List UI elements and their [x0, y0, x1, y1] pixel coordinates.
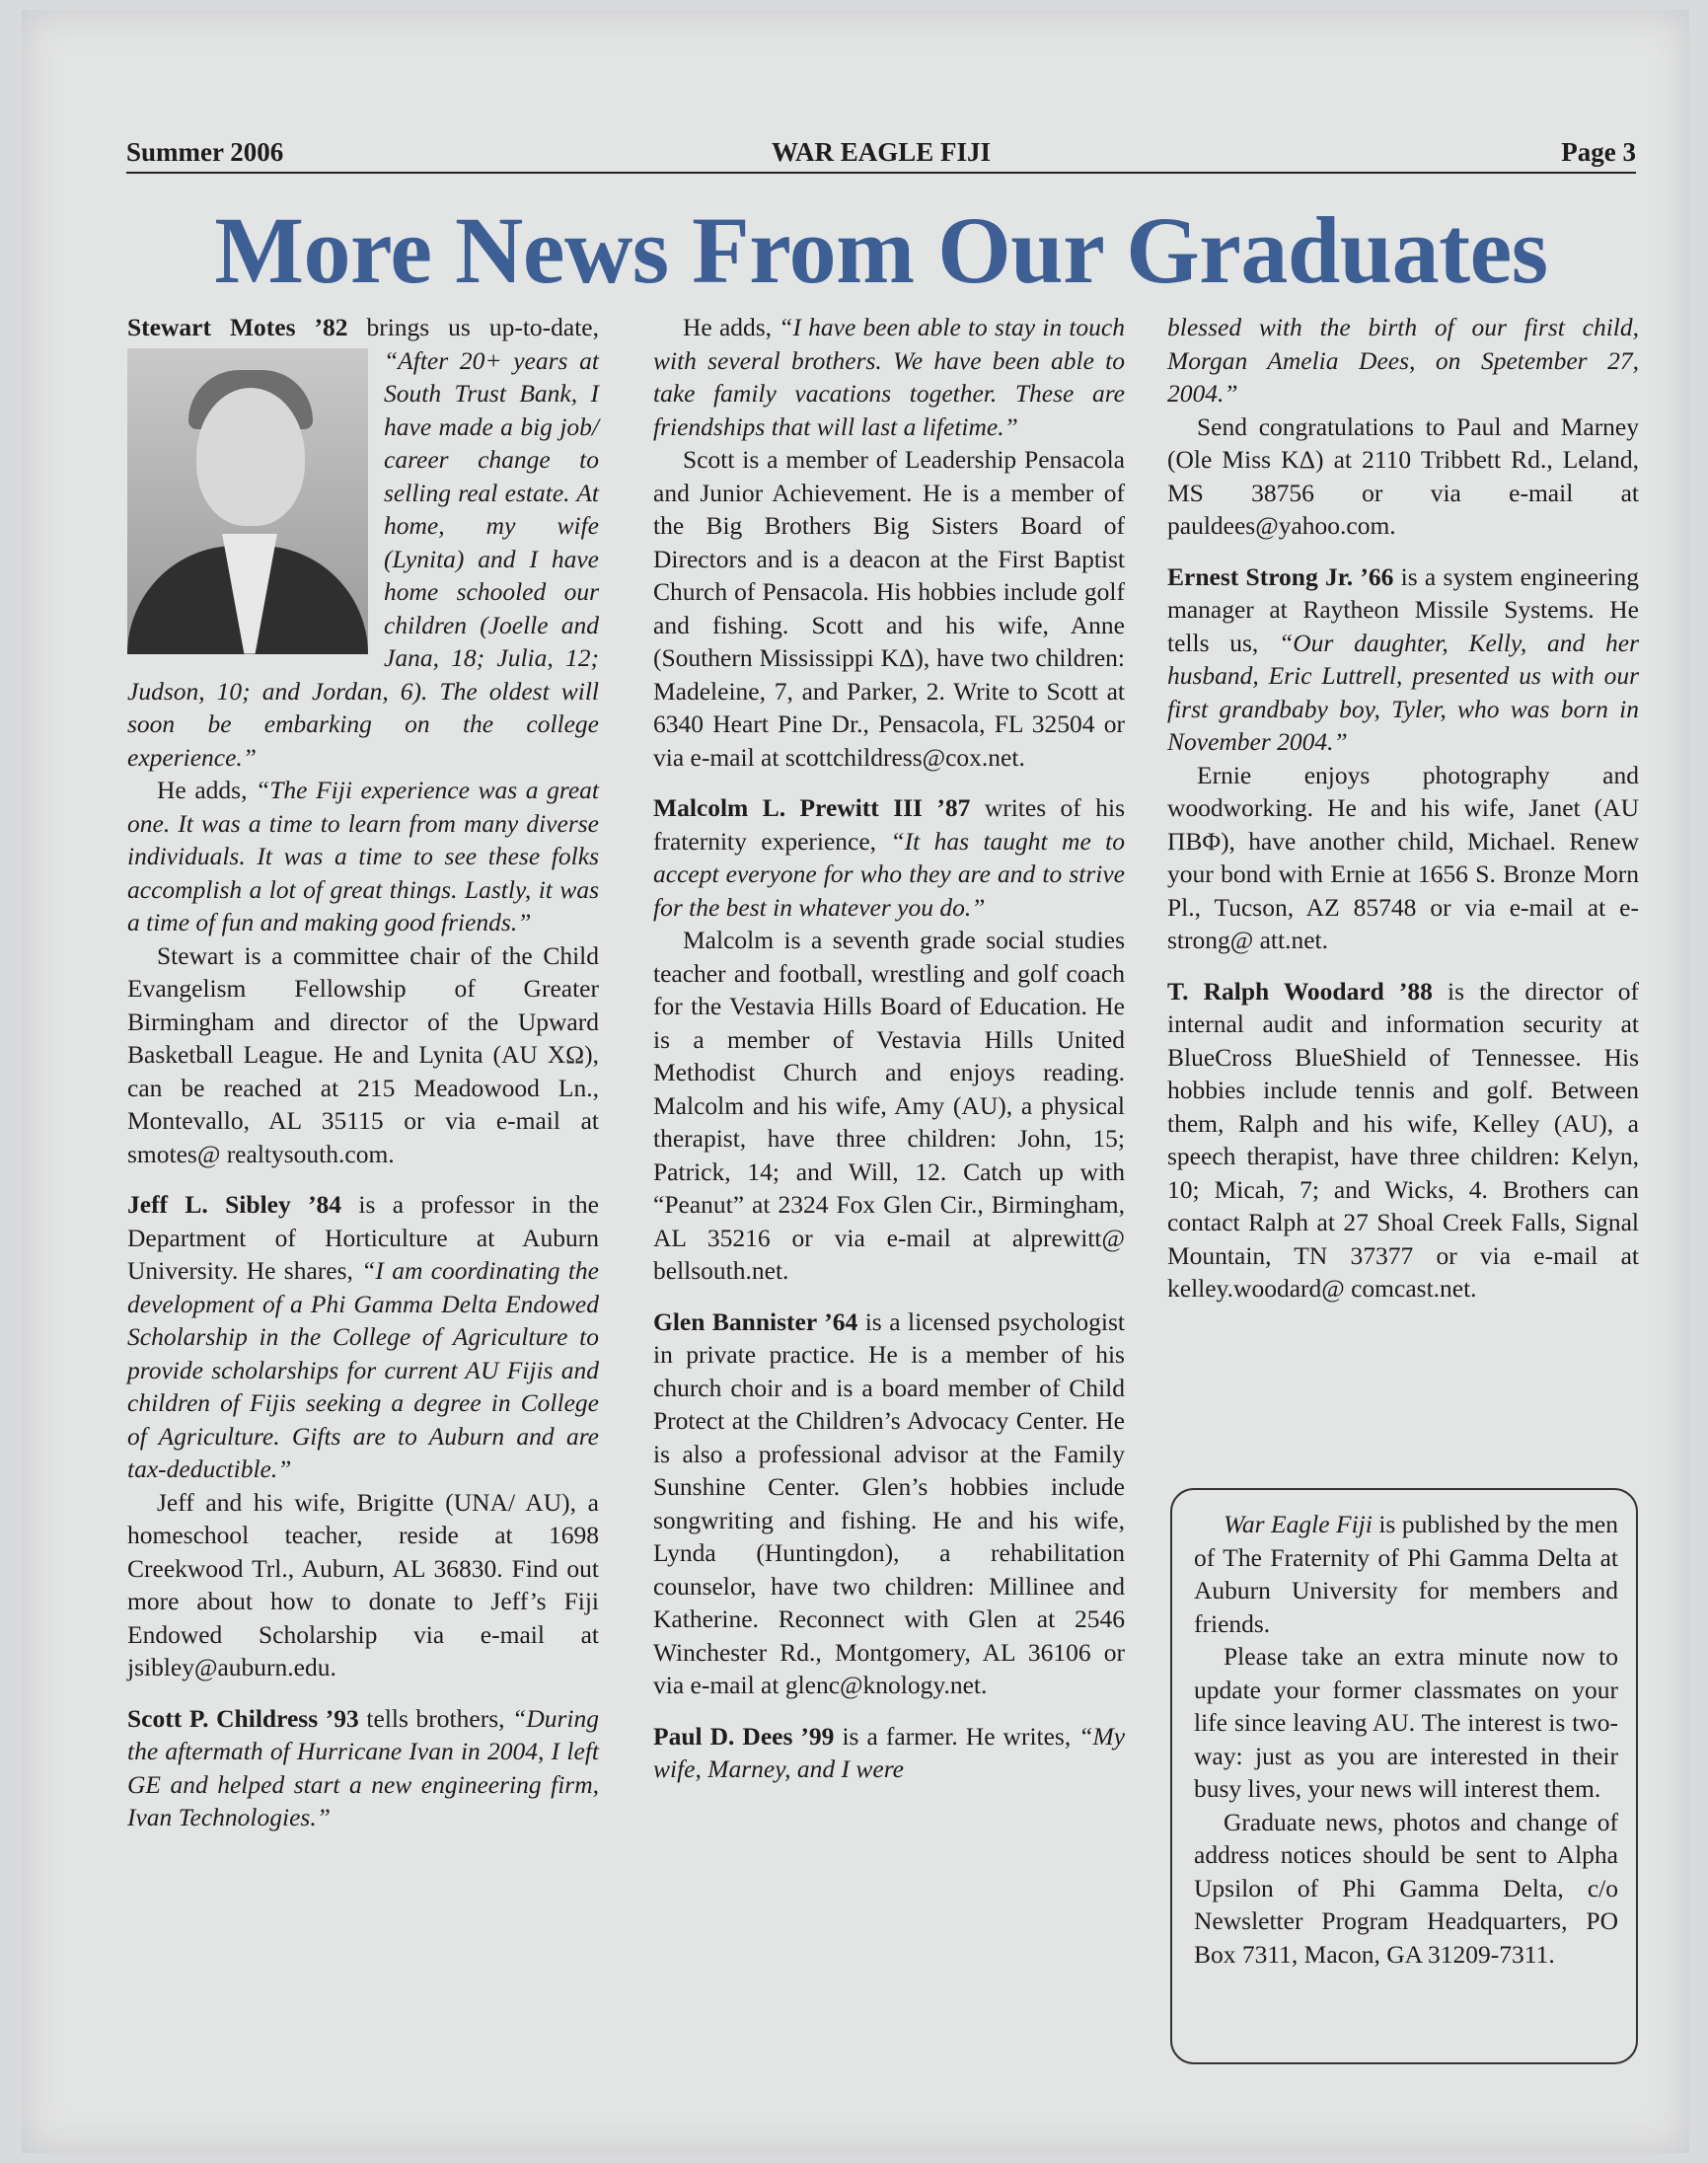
graduate-name: Paul D. Dees ’99	[653, 1721, 835, 1751]
newsletter-page	[22, 10, 1689, 2153]
column-2	[653, 311, 1125, 1786]
childress-paragraph: Scott P. Childress ’93 tells brothers, “During the aftermath of Hurricane Ivan in 2004, I left GE and helped start a new engineering firm, Ivan Technologies.”	[127, 1703, 600, 1831]
childress-bio: Scott is a member of Leadership Pensacola and Junior Achievement. He is a member of the Big Brothers Big Sisters Board of Directors and is a deacon at the First Baptist Church of Pensacola. His hobbies include golf and fishing. Scott and his wife, Anne (Southern Mississippi KΔ), have two children: Madeleine, 7, and Parker, 2. Write to Scott at 6340 Heart Pine Dr., Pensacola, FL 32504 or via e-mail at scottchildress@cox.net.	[653, 445, 1125, 772]
column-3	[1167, 311, 1639, 1305]
page-header	[126, 132, 1636, 174]
bannister-paragraph: Glen Bannister ’64 is a licensed psychologist in private practice. He is a member of his church choir and is a board member of Child Protect at the Children’s Advocacy Center. He is also a professional advisor at the Family Sunshine Center. Glen’s hobbies include songwriting and fishing. He and his wife, Lynda (Huntingdon), a rehabilitation counselor, have two children: Millinee and Katherine. Reconnect with Glen at 2546 Winchester Rd., Montgomery, AL 36106 or via e-mail at glenc@knology.net.	[653, 1306, 1126, 1699]
graduate-name: Stewart Motes ’82	[127, 313, 348, 341]
publication-info-box	[1170, 1488, 1638, 2064]
page-title: More News From Our Graduates	[214, 197, 1548, 303]
motes-quote-2: He adds, “The Fiji experience was a great one. It was a time to learn from many diverse individuals. It was a time to see these folks accomplish a lot of great things. Lastly, it was a time of fun and making good friends.”	[127, 776, 599, 936]
motes-paragraph: Stewart Motes ’82 brings us up-to-date, “After 20+ years at South Trust Bank, I have made a big job/ career change to selling real estate. At home, my wife (Lynita) and I have home schooled our children (Joelle and Jana, 18; Julia, 12; Judson, 10; and Jordan, 6). The oldest will soon be embarking on the college experience.”	[127, 313, 599, 772]
publication-name: WAR EAGLE FIJI	[771, 137, 992, 167]
dees-quote-continued: blessed with the birth of our first child, Morgan Amelia Dees, on Spetember 27, 2004.”	[1167, 313, 1639, 408]
graduate-name: Glen Bannister ’64	[653, 1306, 858, 1336]
page-number: Page 3	[1561, 137, 1636, 167]
update-request: Please take an extra minute now to update your former classmates on your life since leaving AU. The interest is two-way: just as you are interested in their busy lives, your news will interest them.	[1194, 1642, 1618, 1803]
graduate-name: Scott P. Childress ’93	[127, 1703, 359, 1733]
prewitt-paragraph: Malcolm L. Prewitt III ’87 writes of his fraternity experience, “It has taught me to accept everyone for who they are and to strive for the best in whatever you do.”	[653, 793, 1125, 922]
dees-bio: Send congratulations to Paul and Marney (Ole Miss KΔ) at 2110 Tribbett Rd., Leland, MS 38756 or via e-mail at pauldees@yahoo.com.	[1167, 411, 1639, 540]
quote: “After 20+ years at South Trust Bank, I have made a big job/ career change to selling real estate. At home, my wife (Lynita) and I have home schooled our children (Joelle and Jana, 18; Julia, 12; Judson, 10; and Jordan, 6). The oldest will soon be embarking on the college experience.”	[127, 345, 599, 772]
dees-paragraph: Paul D. Dees ’99 is a farmer. He writes, “My wife, Marney, and I were	[653, 1721, 1126, 1783]
prewitt-bio: Malcolm is a seventh grade social studies teacher and football, wrestling and golf coach for the Vestavia Hills Board of Education. He is a member of Vestavia Hills United Methodist Church and enjoys reading. Malcolm and his wife, Amy (AU), a physical therapist, have three children: John, 15; Patrick, 14; and Will, 12. Catch up with “Peanut” at 2324 Fox Glen Cir., Birmingham, AL 35216 or via e-mail at alprewitt@ bellsouth.net.	[653, 926, 1125, 1285]
graduate-name: Malcolm L. Prewitt III ’87	[653, 793, 971, 822]
publisher-note: War Eagle Fiji is published by the men of The Fraternity of Phi Gamma Delta at Auburn University for members and friends.	[1194, 1510, 1618, 1638]
strong-paragraph: Ernest Strong Jr. ’66 is a system engineering manager at Raytheon Missile Systems. He tells us, “Our daughter, Kelly, and her husband, Eric Luttrell, presented us with our first grandbaby boy, Tyler, who was born in November 2004.”	[1167, 561, 1640, 756]
sibley-paragraph: Jeff L. Sibley ’84 is a professor in the Department of Horticulture at Auburn University. He shares, “I am coordinating the development of a Phi Gamma Delta Endowed Scholarship in the College of Agriculture to provide scholarships for current AU Fijis and children of Fijis seeking a degree in College of Agriculture. Gifts are to Auburn and are tax-deductible.”	[127, 1190, 599, 1483]
mailing-address: Graduate news, photos and change of address notices should be sent to Alpha Upsilon of Phi Gamma Delta, c/o Newsletter Program Headquarters, PO Box 7311, Macon, GA 31209-7311.	[1194, 1807, 1618, 1969]
childress-quote-2: He adds, “I have been able to stay in touch with several brothers. We have been able to take family vacations together. These are friendships that will last a lifetime.”	[653, 313, 1125, 441]
portrait-photo-icon	[127, 348, 368, 654]
graduate-name: Ernest Strong Jr. ’66	[1167, 561, 1394, 591]
motes-bio: Stewart is a committee chair of the Child Evangelism Fellowship of Greater Birmingham and director of the Upward Basketball League. He and Lynita (AU XΩ), can be reached at 215 Meadowood Ln., Montevallo, AL 35115 or via e-mail at smotes@ realtysouth.com.	[127, 940, 599, 1168]
graduate-name: T. Ralph Woodard ’88	[1167, 976, 1433, 1006]
sibley-bio: Jeff and his wife, Brigitte (UNA/ AU), a homeschool teacher, reside at 1698 Creekwood Trl., Auburn, AL 36830. Find out more about how to donate to Jeff’s Fiji Endowed Scholarship via e-mail at jsibley@auburn.edu.	[127, 1487, 599, 1681]
issue-date: Summer 2006	[126, 137, 284, 167]
woodard-paragraph: T. Ralph Woodard ’88 is the director of internal audit and information security at BlueCross BlueShield of Tennessee. His hobbies include tennis and golf. Between them, Ralph and his wife, Kelley (AU), a speech therapist, have three children: Kelyn, 10; Micah, 7; and Wicks, 4. Brothers can contact Ralph at 27 Shoal Creek Falls, Signal Mountain, TN 37377 or via e-mail at kelley.woodard@ comcast.net.	[1167, 976, 1639, 1303]
column-1	[127, 311, 599, 1834]
strong-bio: Ernie enjoys photography and woodworking. He and his wife, Janet (AU ΠΒΦ), have another child, Michael. Renew your bond with Ernie at 1656 S. Bronze Morn Pl., Tucson, AZ 85748 or via e-mail at e-strong@ att.net.	[1167, 760, 1639, 954]
graduate-name: Jeff L. Sibley ’84	[127, 1190, 342, 1219]
